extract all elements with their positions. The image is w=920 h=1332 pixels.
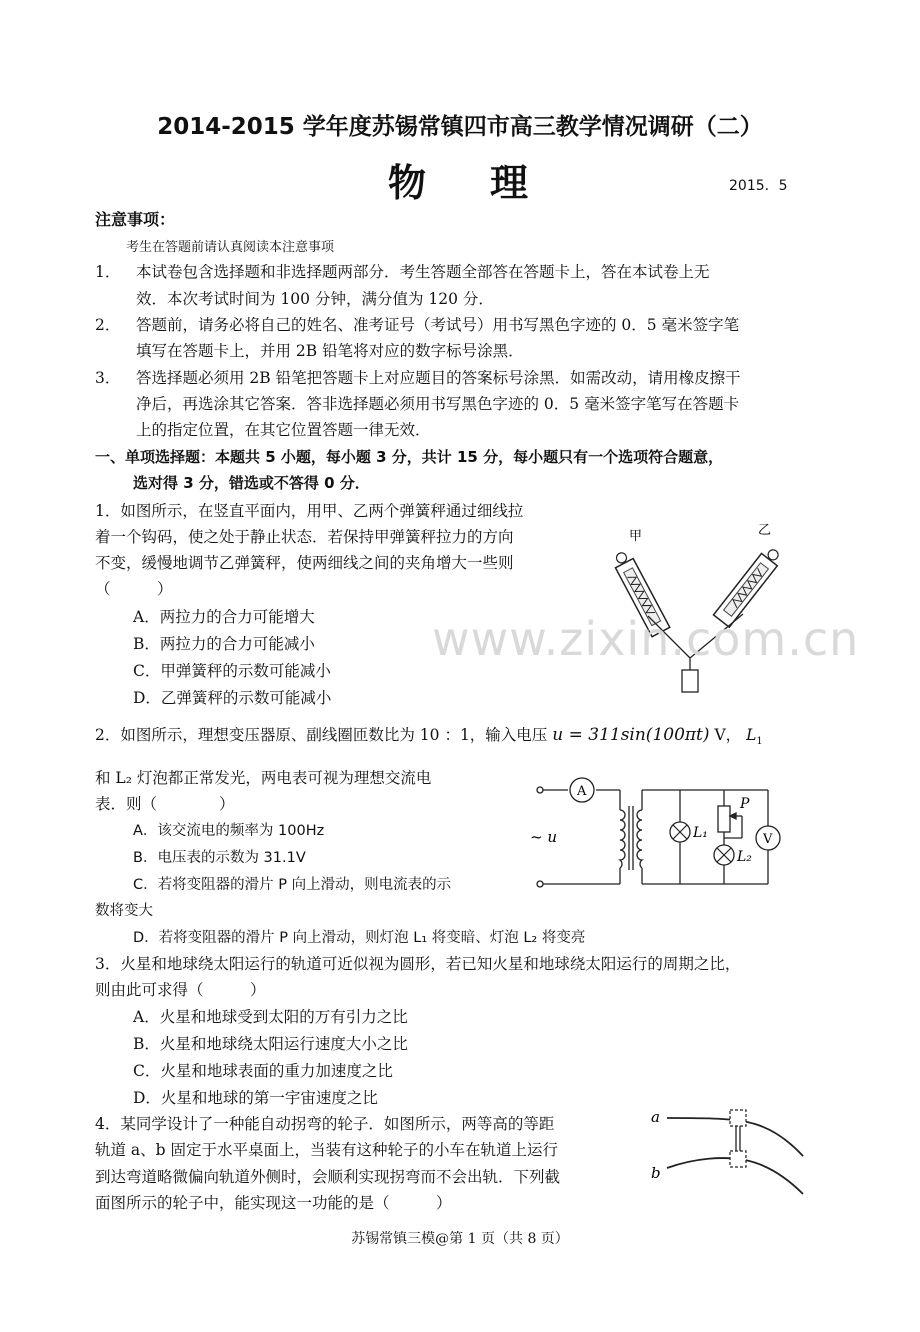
svg-text:L₁: L₁	[693, 825, 708, 841]
rheostat-slider-label: P	[740, 796, 750, 812]
section-heading-line1: 一、单项选择题：本题共 5 小题，每小题 3 分，共计 15 分，每小题只有一个选项符合题意，	[95, 448, 724, 466]
notice-item-line: 效．本次考试时间为 100 分钟，满分值为 120 分．	[136, 290, 494, 308]
ammeter	[570, 778, 594, 802]
q2-stem-line: 表．则（ ）	[95, 795, 235, 813]
q4-stem-line: 到达弯道略微偏向轨道外侧时，会顺利实现拐弯而不会出轨．下列截	[95, 1168, 561, 1186]
notice-item-line: 净后，再选涂其它答案．答非选择题必须用书写黑色字迹的 0．5 毫米签字笔写在答题卡	[136, 395, 740, 413]
notice-item-line: 上的指定位置，在其它位置答题一律无效．	[136, 421, 431, 439]
q2-option-c: C．若将变阻器的滑片 P 向上滑动，则电流表的示	[133, 877, 452, 893]
q3-option-a: A．火星和地球受到太阳的万有引力之比	[133, 1008, 408, 1026]
q2-option-d: D．若将变阻器的滑片 P 向上滑动，则灯泡 L₁ 将变暗、灯泡 L₂ 将变亮	[133, 930, 586, 946]
q4-stem-line: 面图所示的轮子中，能实现这一功能的是（ ）	[95, 1194, 452, 1212]
notice-item-line: 答题前，请务必将自己的姓名、准考证号（考试号）用书写黑色字迹的 0．5 毫米签字笔	[136, 316, 740, 334]
watermark: www.zixin.com.cn	[432, 612, 860, 666]
notice-item-line: 本试卷包含选择题和非选择题两部分．考生答题全部答在答题卡上，答在本试卷上无	[136, 263, 710, 281]
q3-stem-line: 3．火星和地球绕太阳运行的轨道可近似视为圆形，若已知火星和地球绕太阳运行的周期之比，	[95, 955, 741, 973]
q1-option-b: B．两拉力的合力可能减小	[133, 635, 315, 653]
hook-weight	[682, 670, 698, 692]
q4-stem-line: 4．某同学设计了一种能自动拐弯的轮子．如图所示，两等高的等距	[95, 1115, 555, 1133]
wheel-assembly	[730, 1110, 746, 1167]
notice-lead: 考生在答题前请认真阅读本注意事项	[126, 240, 335, 255]
q3-option-b: B．火星和地球绕太阳运行速度大小之比	[133, 1035, 408, 1053]
q2-stem-line: 2．如图所示，理想变压器原、副线圈匝数比为 10 ：1，输入电压 u = 311sin(100πt) V， $L_1$	[95, 725, 763, 748]
q1-option-a: A．两拉力的合力可能增大	[133, 608, 315, 626]
notice-item-number: 2．	[95, 316, 121, 334]
notice-heading: 注意事项：	[95, 210, 176, 229]
lamp-l2	[714, 845, 752, 865]
notice-item-line: 填写在答题卡上，并用 2B 铅笔将对应的数字标号涂黑．	[136, 342, 524, 360]
track-b-label: b	[651, 1164, 661, 1182]
lamp-l1	[670, 822, 708, 842]
exam-date: 2015．5	[729, 178, 788, 194]
q1-stem-line: 不变，缓慢地调节乙弹簧秤，使两细线之间的夹角增大一些则	[95, 554, 514, 572]
figure-label-yi: 乙	[758, 523, 772, 538]
exam-title: 2014-2015 学年度苏锡常镇四市高三教学情况调研（二）	[157, 114, 763, 140]
spring-scale-figure	[600, 518, 800, 700]
svg-text:L₂: L₂	[737, 849, 752, 865]
q2-option-c-cont: 数将变大	[95, 903, 153, 919]
notice-item-line: 答选择题必须用 2B 铅笔把答题卡上对应题目的答案标号涂黑．如需改动，请用橡皮擦干	[136, 369, 741, 387]
voltmeter	[756, 826, 780, 850]
svg-text:V: V	[763, 832, 773, 847]
track-a-label: a	[651, 1108, 660, 1126]
q1-option-c: C．甲弹簧秤的示数可能减小	[133, 662, 331, 680]
q2-stem-line: 和 L₂ 灯泡都正常发光，两电表可视为理想交流电	[95, 769, 432, 787]
transformer-circuit-figure	[528, 776, 800, 888]
q3-stem-line: 则由此可求得（ ）	[95, 981, 266, 999]
q1-stem-line: 着一个钩码，使之处于静止状态．若保持甲弹簧秤拉力的方向	[95, 528, 514, 546]
notice-item-number: 3．	[95, 369, 121, 387]
q3-option-d: D．火星和地球的第一宇宙速度之比	[133, 1089, 378, 1107]
section-heading-line2: 选对得 3 分，错选或不答得 0 分．	[133, 474, 370, 492]
q2-option-b: B．电压表的示数为 31.1V	[133, 850, 306, 866]
curved-track-figure	[645, 1100, 805, 1200]
source-label: ~ u	[530, 828, 557, 846]
q3-option-c: C．火星和地球表面的重力加速度之比	[133, 1062, 393, 1080]
subject-title: 物理	[388, 161, 593, 205]
q1-stem-line: （ ）	[95, 580, 173, 598]
q2-option-a: A．该交流电的频率为 100Hz	[133, 823, 325, 839]
notice-item-number: 1．	[95, 263, 121, 281]
svg-text:A: A	[577, 784, 587, 799]
q1-option-d: D．乙弹簧秤的示数可能减小	[133, 689, 332, 707]
page-footer: 苏锡常镇三模@第 1 页（共 8 页）	[351, 1231, 569, 1247]
figure-label-jia: 甲	[629, 529, 643, 544]
q4-stem-line: 轨道 a、b 固定于水平桌面上，当装有这种轮子的小车在轨道上运行	[95, 1141, 559, 1159]
q2-voltage-formula: u = 311sin(100πt)	[552, 725, 710, 745]
q1-stem-line: 1．如图所示，在竖直平面内，用甲、乙两个弹簧秤通过细线拉	[95, 502, 524, 520]
